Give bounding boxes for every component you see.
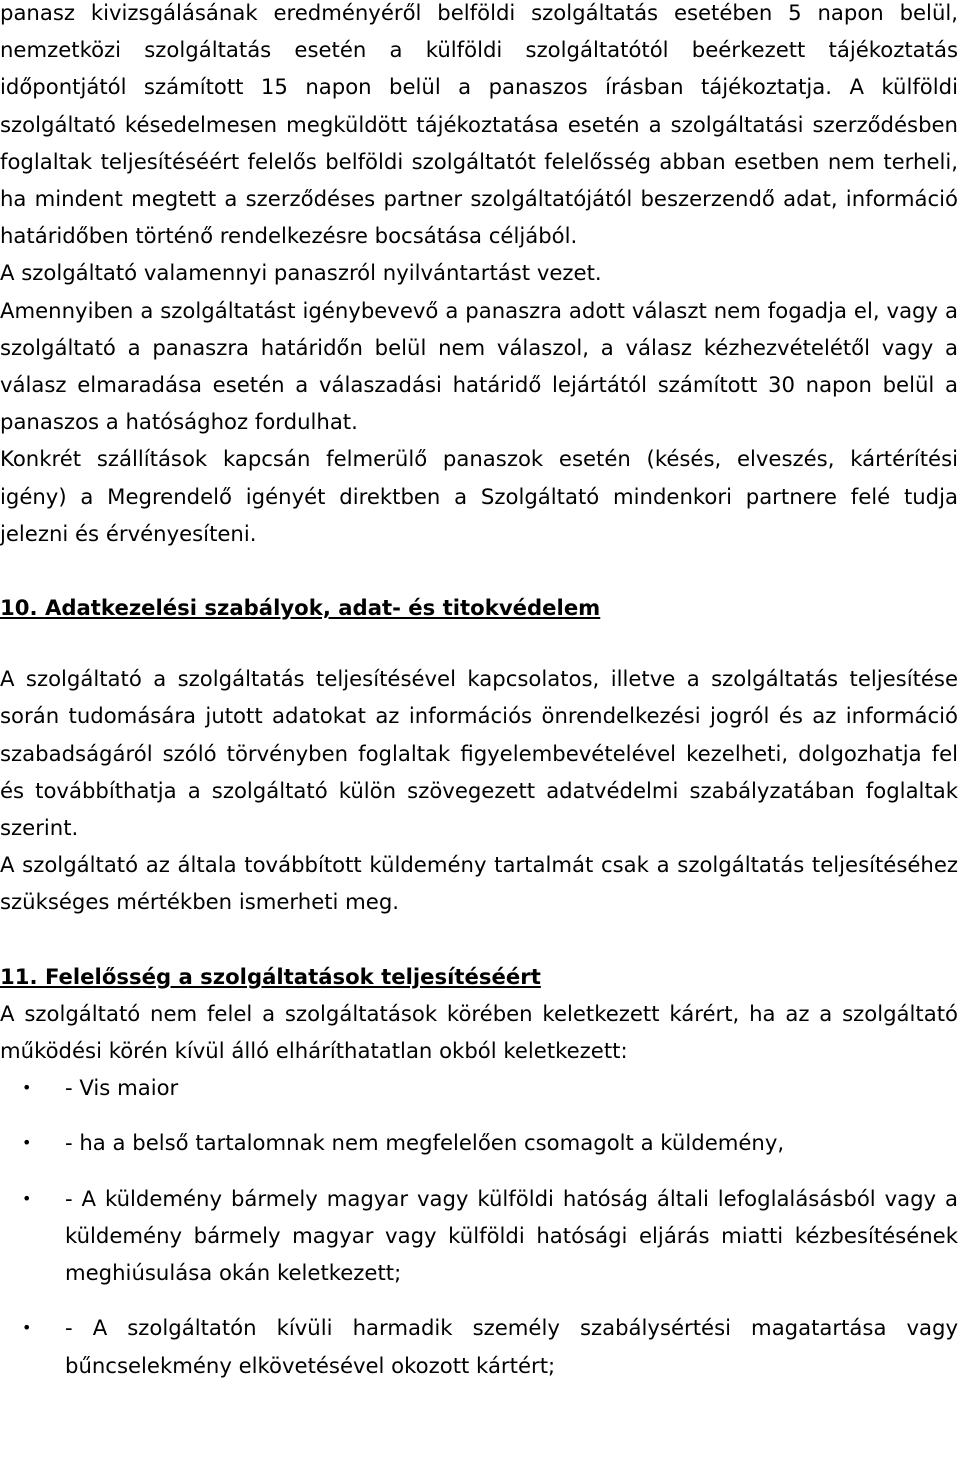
section-11-number: 11.	[0, 963, 38, 989]
section-11-heading	[0, 958, 958, 995]
section-11-title: Felelősség a szolgáltatások teljesítéséért	[44, 963, 541, 989]
bullet-icon: •	[22, 1133, 32, 1153]
spacer	[0, 921, 958, 958]
paragraph-authority-appeal: Amennyiben a szolgáltatást igénybevevő a panaszra adott választ nem fogadja el, vagy a szolgáltató a panaszra határidőn belül nem válaszol, a válasz kézhezvételétől vagy a válasz elmaradása esetén a válaszadási határidő lejártától számított 30 napon belül a panaszos a hatósághoz fordulhat.	[0, 297, 958, 435]
paragraph-data-handling: A szolgáltató a szolgáltatás teljesítésével kapcsolatos, illetve a szolgáltatás teljesítése során tudomására jutott adatokat az információs önrendelkezési jogról és az információ szabadságáról szóló törvényben foglaltak figyelembevételével kezelheti, dolgozhatja fel és továbbíthatja a szolgáltató külön szövegezett adatvédelmi szabályzatában foglaltak szerint.	[0, 666, 958, 841]
list-item-text: - Vis maior	[65, 1075, 179, 1101]
paragraph-partner-claims: Konkrét szállítások kapcsán felmerülő panaszok esetén (késés, elveszés, kártérítési igény) a Megrendelő igényét direktben a Szolgáltató mindenkori partnere felé tudja jelezni és érvényesíteni.	[0, 446, 958, 546]
liability-exceptions-list	[0, 1069, 958, 1383]
spacer	[0, 626, 958, 660]
list-item	[0, 1180, 958, 1292]
paragraph-complaint-register: A szolgáltató valamennyi panaszról nyilvántartást vezet.	[0, 260, 602, 286]
spacer	[0, 552, 958, 589]
bullet-icon: •	[22, 1078, 32, 1098]
bullet-icon: •	[22, 1188, 32, 1208]
section-10-heading	[0, 589, 958, 626]
list-item-text: - ha a belső tartalomnak nem megfelelően csomagolt a küldemény,	[65, 1130, 785, 1156]
list-item	[0, 1124, 958, 1161]
list-item-text: - A küldemény bármely magyar vagy külföldi hatóság általi lefoglalásásból vagy a küldemény bármely magyar vagy külföldi hatósági eljárás miatti kézbesítésének meghiúsulása okán keletkezett;	[65, 1185, 958, 1286]
paragraph-content-confidentiality: A szolgáltató az általa továbbított küldemény tartalmát csak a szolgáltatás teljesítéséhez szükséges mértékben ismerheti meg.	[0, 852, 958, 915]
paragraph-liability-intro: A szolgáltató nem felel a szolgáltatások körében keletkezett kárért, ha az a szolgáltató működési körén kívül álló elháríthatatlan okból keletkezett:	[0, 1000, 958, 1064]
list-item	[0, 1309, 958, 1383]
section-10-number: 10.	[0, 595, 38, 621]
section-10-title: Adatkezelési szabályok, adat- és titokvédelem	[44, 595, 601, 621]
bullet-icon: •	[22, 1318, 32, 1338]
list-item	[0, 1069, 958, 1106]
paragraph-complaint-response: panasz kivizsgálásának eredményéről belföldi szolgáltatás esetében 5 napon belül, nemzetközi szolgáltatás esetén a külföldi szolgáltatótól beérkezett tájékoztatás időpontjától számított 15 napon belül a panaszos írásban tájékoztatja. A külföldi szolgáltató késedelmesen megküldött tájékoztatása esetén a szolgáltatási szerződésben foglaltak teljesítéséért felelős belföldi szolgáltatót felelősség abban esetben nem terheli, ha mindent megtett a szerződéses partner szolgáltatójától beszerzendő adat, információ határidőben történő rendelkezésre bocsátása céljából.	[0, 0, 958, 249]
list-item-text: - A szolgáltatón kívüli harmadik személy szabálysértési magatartása vagy bűncselekmény elkövetésével okozott kártért;	[65, 1315, 958, 1378]
